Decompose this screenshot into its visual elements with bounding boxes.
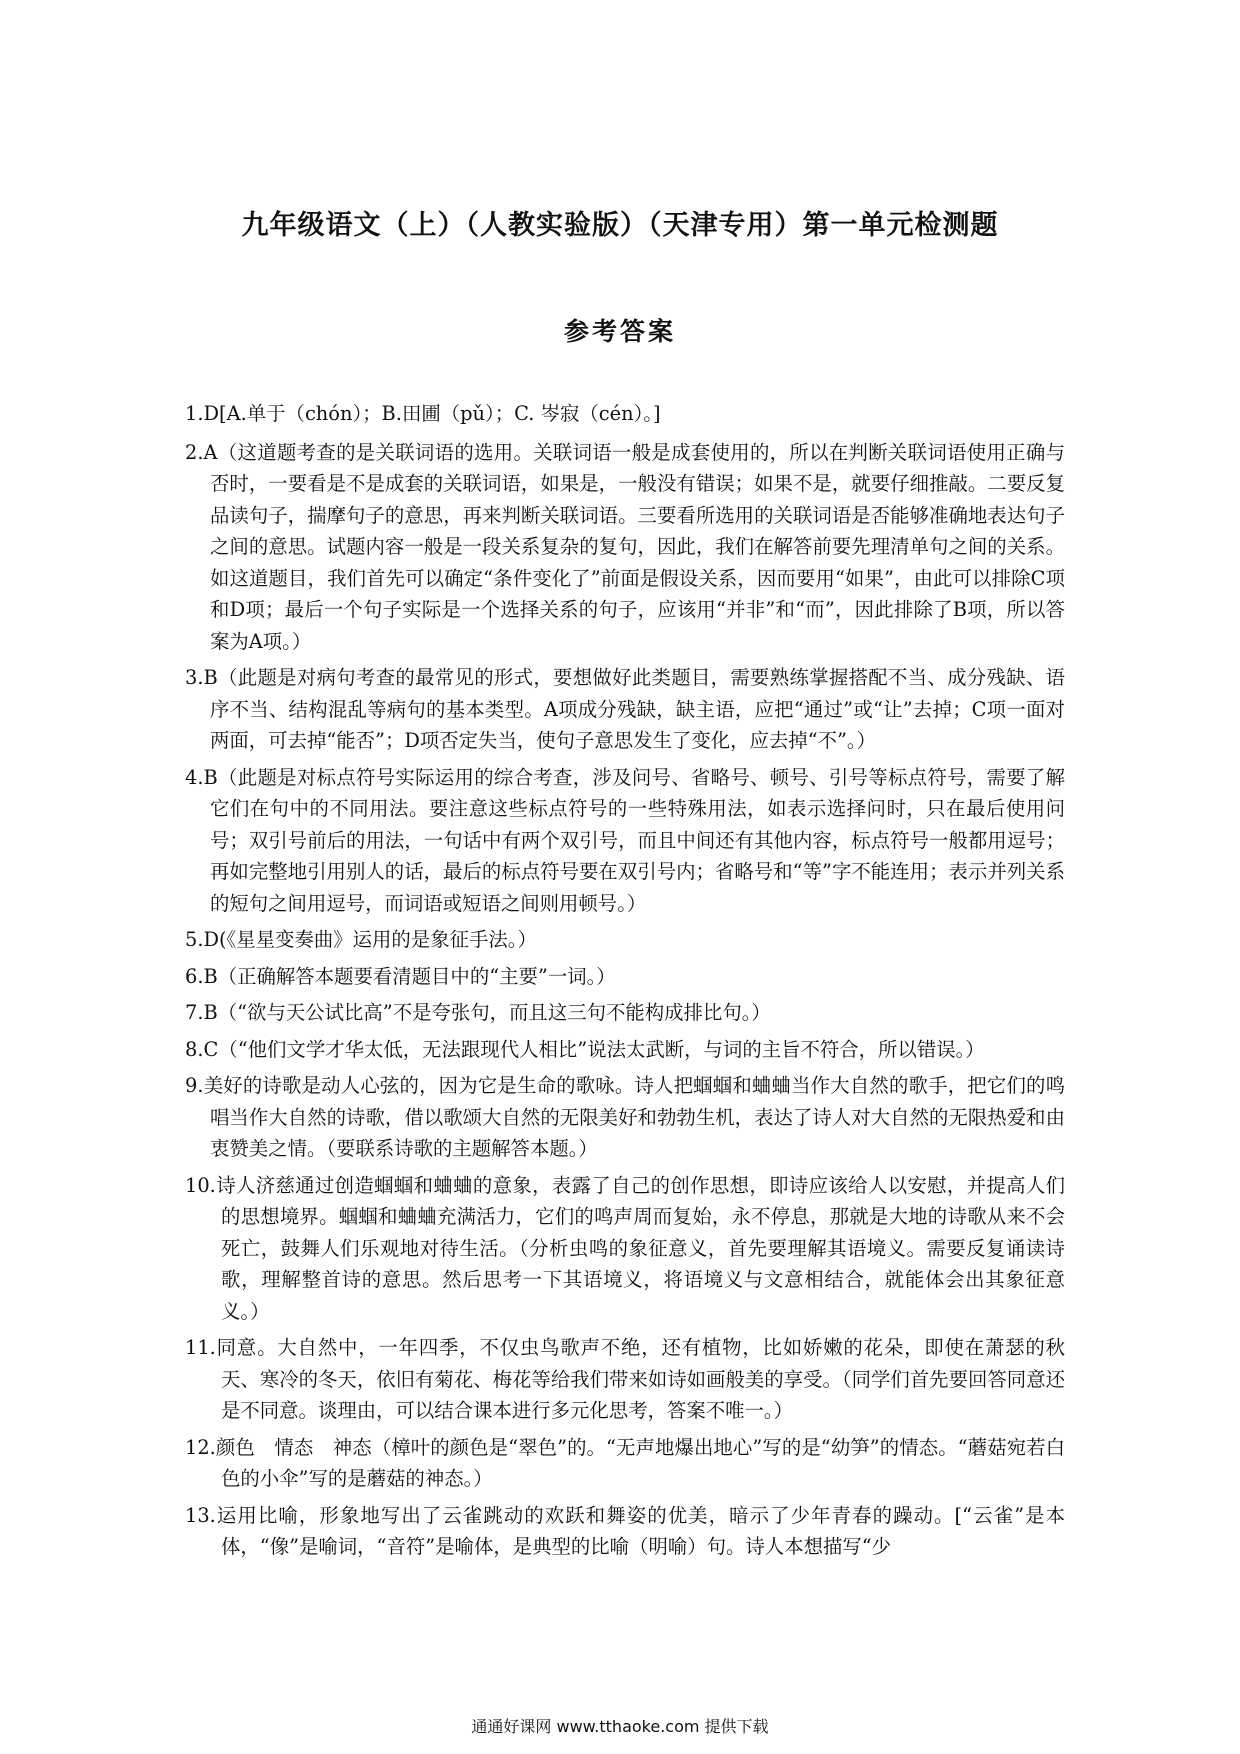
page-footer: 通通好课网 www.tthaoke.com 提供下载 [471, 1717, 769, 1736]
answer-item-3: 3.B（此题是对病句考查的最常见的形式，要想做好此类题目，需要熟练掌握搭配不当、成分残缺、语序不当、结构混乱等病句的基本类型。A项成分残缺，缺主语，应把“通过”或“让”去掉；C项一面对两面，可去掉“能否”；D项否定失当，使句子意思发生了变化，应去掉“不”。） [185, 666, 1065, 752]
answer-item-1: 1.D[A.单于（chón）；B.田圃（pǔ）；C. 岑寂（cén）。] [185, 402, 661, 425]
document-title: 九年级语文（上）（人教实验版）（天津专用）第一单元检测题 [241, 210, 999, 241]
answer-item-4: 4.B（此题是对标点符号实际运用的综合考查，涉及问号、省略号、顿号、引号等标点符号，需要了解它们在句中的不同用法。要注意这些标点符号的一些特殊用法，如表示选择问时，只在最后使用问号；双引号前后的用法，一句话中有两个双引号，而且中间还有其他内容，标点符号一般都用逗号；再如完整地引用别人的话，最后的标点符号要在双引号内；省略号和“等”字不能连用；表示并列关系的短句之间用逗号，而词语或短语之间则用顿号。） [185, 765, 1065, 915]
answer-item-9: 9.美好的诗歌是动人心弦的，因为它是生命的歌咏。诗人把蝈蝈和蛐蛐当作大自然的歌手，把它们的鸣唱当作大自然的诗歌，借以歌颂大自然的无限美好和勃勃生机，表达了诗人对大自然的无限热爱和由衷赞美之情。（要联系诗歌的主题解答本题。） [185, 1074, 1065, 1160]
answer-item-12: 12.颜色 情态 神态（樟叶的颜色是“翠色”的。“无声地爆出地心”写的是“幼笋”的情态。“蘑菇宛若白色的小伞”写的是蘑菇的神态。） [185, 1435, 1065, 1490]
answer-item-13: 13.运用比喻，形象地写出了云雀跳动的欢跃和舞姿的优美，暗示了少年青春的躁动。[“云雀”是本体，“像”是喻词，“音符”是喻体，是典型的比喻（明喻）句。诗人本想描写“少 [185, 1503, 1065, 1558]
answer-item-10: 10.诗人济慈通过创造蝈蝈和蛐蛐的意象，表露了自己的创作思想，即诗应该给人以安慰，并提高人们的思想境界。蝈蝈和蛐蛐充满活力，它们的鸣声周而复始，永不停息，那就是大地的诗歌从来不会死亡，鼓舞人们乐观地对待生活。（分析虫鸣的象征意义，首先要理解其语境义。需要反复诵读诗歌，理解整首诗的意思。然后思考一下其语境义，将语境义与文意相结合，就能体会出其象征意义。） [185, 1173, 1065, 1323]
answer-item-7: 7.B（“欲与天公试比高”不是夸张句，而且这三句不能构成排比句。） [185, 1001, 771, 1024]
answer-item-6: 6.B（正确解答本题要看清题目中的“主要”一词。） [185, 964, 616, 988]
document-subtitle: 参考答案 [563, 317, 676, 346]
answer-item-11: 11.同意。大自然中，一年四季，不仅虫鸟歌声不绝，还有植物，比如娇嫩的花朵，即使在萧瑟的秋天、寒冷的冬天，依旧有菊花、梅花等给我们带来如诗如画般美的享受。（同学们首先要回答同意还是不同意。谈理由，可以结合课本进行多元化思考，答案不唯一。） [185, 1336, 1065, 1422]
answer-item-2: 2.A（这道题考查的是关联词语的选用。关联词语一般是成套使用的，所以在判断关联词语使用正确与否时，一要看是不是成套的关联词语，如果是，一般没有错误；如果不是，就要仔细推敲。二要反复品读句子，揣摩句子的意思，再来判断关联词语。三要看所选用的关联词语是否能够准确地表达句子之间的意思。试题内容一般是一段关系复杂的复句，因此，我们在解答前要先理清单句之间的关系。如这道题目，我们首先可以确定“条件变化了”前面是假设关系，因而要用“如果”，由此可以排除C项和D项；最后一个句子实际是一个选择关系的句子，应该用“并非”和“而”，因此排除了B项，所以答案为A项。） [185, 440, 1065, 653]
answer-item-8: 8.C（“他们文学才华太低，无法跟现代人相比”说法太武断，与词的主旨不符合，所以错误。） [185, 1037, 985, 1061]
answer-list [185, 398, 1065, 1563]
answer-item-5: 5.D(《星星变奏曲》运用的是象征手法。） [185, 928, 537, 951]
